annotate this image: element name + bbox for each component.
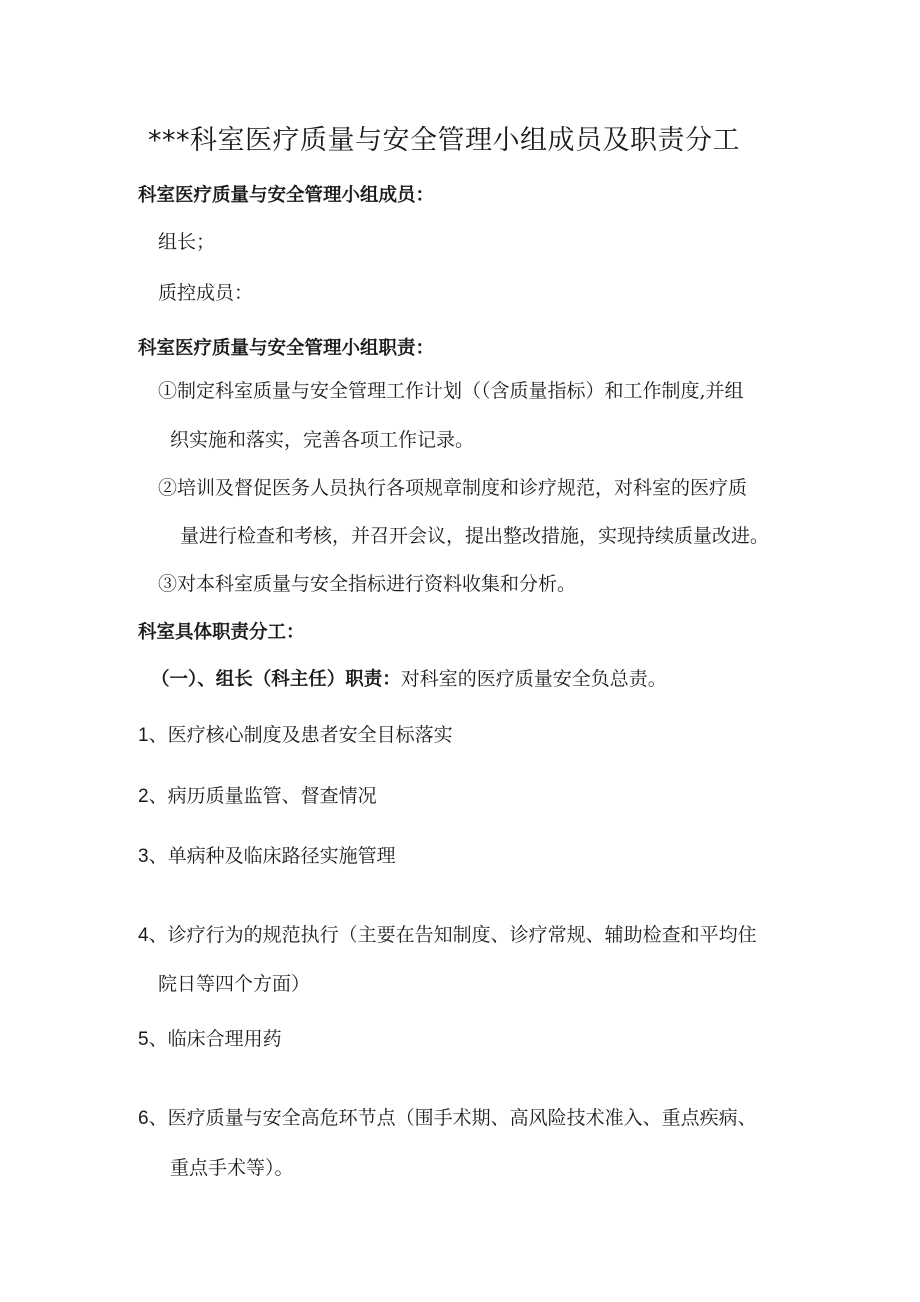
duties-heading: 科室医疗质量与安全管理小组职责： xyxy=(138,338,435,359)
list-item-text: 、医疗核心制度及患者安全目标落实 xyxy=(148,724,453,746)
list-item-4 xyxy=(138,922,757,949)
list-item-number: 3 xyxy=(138,846,149,867)
list-item-4-continuation: 院日等四个方面） xyxy=(158,973,311,995)
duty-2-line-1: ②培训及督促医务人员执行各项规章制度和诊疗规范，对科室的医疗质 xyxy=(158,477,748,499)
list-item-number: 6 xyxy=(138,1108,149,1129)
list-item-text: 、医疗质量与安全高危环节点（围手术期、高风险技术准入、重点疾病、 xyxy=(148,1107,757,1129)
leader-section xyxy=(151,666,667,693)
list-item-number: 4 xyxy=(138,925,149,946)
document-title: ***科室医疗质量与安全管理小组成员及职责分工 xyxy=(148,125,740,156)
division-heading: 科室具体职责分工： xyxy=(138,622,305,643)
duty-2-line-2: 量进行检查和考核，并召开会议，提出整改措施，实现持续质量改进。 xyxy=(180,525,770,547)
list-item-number: 5 xyxy=(138,1029,149,1050)
list-item-text: 、临床合理用药 xyxy=(148,1028,282,1050)
leader-section-label: （一）、组长（科主任）职责： xyxy=(151,669,401,690)
list-item-3 xyxy=(138,843,396,870)
list-item-6 xyxy=(138,1105,757,1132)
list-item-6-continuation: 重点手术等）。 xyxy=(170,1157,294,1179)
member-quality-control: 质控成员： xyxy=(158,282,254,304)
duty-3-line-1: ③对本科室质量与安全指标进行资料收集和分析。 xyxy=(158,573,577,595)
list-item-text: 、诊疗行为的规范执行（主要在告知制度、诊疗常规、辅助检查和平均住 xyxy=(148,924,757,946)
list-item-number: 1 xyxy=(138,725,149,746)
list-item-1 xyxy=(138,722,453,749)
member-leader: 组长； xyxy=(158,231,216,253)
list-item-text: 、病历质量监管、督查情况 xyxy=(148,785,377,807)
members-heading: 科室医疗质量与安全管理小组成员： xyxy=(138,185,435,206)
leader-section-text: 对科室的医疗质量安全负总责。 xyxy=(400,668,667,690)
duty-1-line-2: 织实施和落实，完善各项工作记录。 xyxy=(170,429,475,451)
list-item-number: 2 xyxy=(138,786,149,807)
list-item-2 xyxy=(138,783,377,810)
list-item-text: 、单病种及临床路径实施管理 xyxy=(148,845,396,867)
list-item-5 xyxy=(138,1026,282,1053)
duty-1-line-1: ①制定科室质量与安全管理工作计划（（含质量指标）和工作制度,并组 xyxy=(158,380,744,402)
